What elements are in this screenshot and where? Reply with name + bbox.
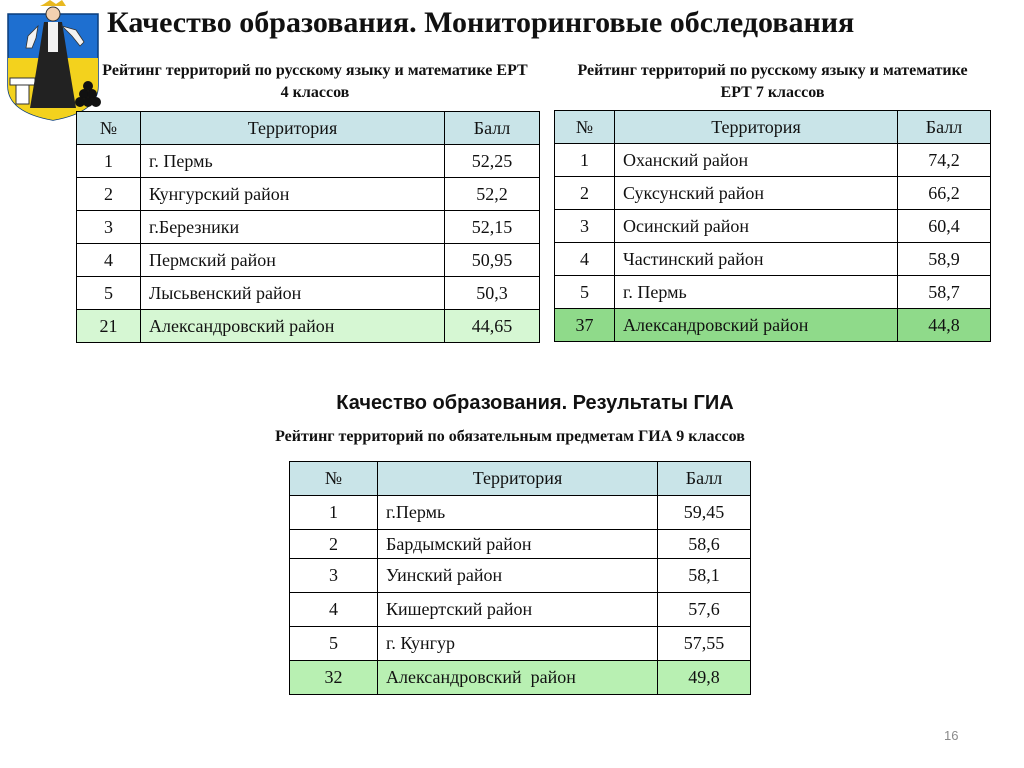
table-row — [555, 144, 991, 177]
row-rank: 5 — [77, 277, 141, 310]
header-score: Балл — [658, 462, 751, 496]
row-score: 59,45 — [658, 496, 751, 530]
table-row — [290, 530, 751, 559]
left-table-caption: Рейтинг территорий по русскому языку и математике ЕРТ 4 классов — [102, 62, 528, 101]
table-header-row — [77, 112, 540, 145]
row-rank: 3 — [77, 211, 141, 244]
table-header-row — [290, 462, 751, 496]
row-score: 44,8 — [898, 309, 991, 342]
table-row — [290, 593, 751, 627]
row-rank: 3 — [555, 210, 615, 243]
row-rank: 21 — [77, 310, 141, 343]
row-score: 58,6 — [658, 530, 751, 559]
row-rank: 1 — [77, 145, 141, 178]
header-number: № — [77, 112, 141, 145]
right-table-caption: Рейтинг территорий по русскому языку и математике ЕРТ 7 классов — [577, 62, 968, 101]
row-score: 52,15 — [445, 211, 540, 244]
row-territory: Лысьвенский район — [141, 277, 445, 310]
row-territory: г. Пермь — [615, 276, 898, 309]
row-score: 57,55 — [658, 627, 751, 661]
row-score: 50,3 — [445, 277, 540, 310]
row-territory: Кунгурский район — [141, 178, 445, 211]
row-score: 60,4 — [898, 210, 991, 243]
row-rank: 2 — [555, 177, 615, 210]
row-score: 52,2 — [445, 178, 540, 211]
header-territory: Территория — [615, 111, 898, 144]
row-territory: Оханский район — [615, 144, 898, 177]
ept7-ranking-table — [554, 110, 991, 342]
row-rank: 1 — [555, 144, 615, 177]
row-territory: г. Кунгур — [378, 627, 658, 661]
header-score: Балл — [445, 112, 540, 145]
table-row — [77, 178, 540, 211]
highlighted-row — [77, 310, 540, 343]
row-territory: Бардымский район — [378, 530, 658, 559]
ept4-ranking-table — [76, 111, 540, 343]
header-number: № — [555, 111, 615, 144]
row-rank: 4 — [555, 243, 615, 276]
table-row — [555, 177, 991, 210]
row-territory: Александровский район — [615, 309, 898, 342]
table-header-row — [555, 111, 991, 144]
row-rank: 32 — [290, 661, 378, 695]
row-rank: 5 — [290, 627, 378, 661]
page-title: Качество образования. Мониторинговые обследования — [107, 6, 855, 39]
row-score: 49,8 — [658, 661, 751, 695]
row-territory: Кишертский район — [378, 593, 658, 627]
table-row — [77, 145, 540, 178]
row-territory: Осинский район — [615, 210, 898, 243]
row-territory: Частинский район — [615, 243, 898, 276]
row-territory: Суксунский район — [615, 177, 898, 210]
row-score: 58,1 — [658, 559, 751, 593]
row-score: 58,9 — [898, 243, 991, 276]
row-score: 52,25 — [445, 145, 540, 178]
row-score: 58,7 — [898, 276, 991, 309]
row-territory: Александровский район — [141, 310, 445, 343]
row-territory: Пермский район — [141, 244, 445, 277]
row-territory: г.Пермь — [378, 496, 658, 530]
table-row — [555, 210, 991, 243]
header-territory: Территория — [378, 462, 658, 496]
header-territory: Территория — [141, 112, 445, 145]
row-rank: 1 — [290, 496, 378, 530]
table-row — [555, 276, 991, 309]
table-row — [290, 627, 751, 661]
table-row — [77, 244, 540, 277]
row-rank: 2 — [77, 178, 141, 211]
bottom-table-caption: Рейтинг территорий по обязательным предметам ГИА 9 классов — [275, 428, 745, 445]
table-row — [77, 277, 540, 310]
table-row — [77, 211, 540, 244]
row-territory: г.Березники — [141, 211, 445, 244]
row-rank: 2 — [290, 530, 378, 559]
table-row — [290, 559, 751, 593]
row-rank: 5 — [555, 276, 615, 309]
row-territory: Уинский район — [378, 559, 658, 593]
row-score: 74,2 — [898, 144, 991, 177]
coat-of-arms-emblem — [0, 0, 105, 122]
row-score: 50,95 — [445, 244, 540, 277]
row-rank: 4 — [290, 593, 378, 627]
highlighted-row — [290, 661, 751, 695]
row-score: 44,65 — [445, 310, 540, 343]
row-rank: 3 — [290, 559, 378, 593]
table-row — [290, 496, 751, 530]
row-territory: г. Пермь — [141, 145, 445, 178]
page-number: 16 — [944, 728, 959, 743]
row-score: 57,6 — [658, 593, 751, 627]
row-territory: Александровский район — [378, 661, 658, 695]
gia9-ranking-table — [289, 461, 751, 695]
section-title: Качество образования. Результаты ГИА — [336, 392, 734, 414]
highlighted-row — [555, 309, 991, 342]
row-score: 66,2 — [898, 177, 991, 210]
header-number: № — [290, 462, 378, 496]
table-row — [555, 243, 991, 276]
header-score: Балл — [898, 111, 991, 144]
row-rank: 4 — [77, 244, 141, 277]
row-rank: 37 — [555, 309, 615, 342]
